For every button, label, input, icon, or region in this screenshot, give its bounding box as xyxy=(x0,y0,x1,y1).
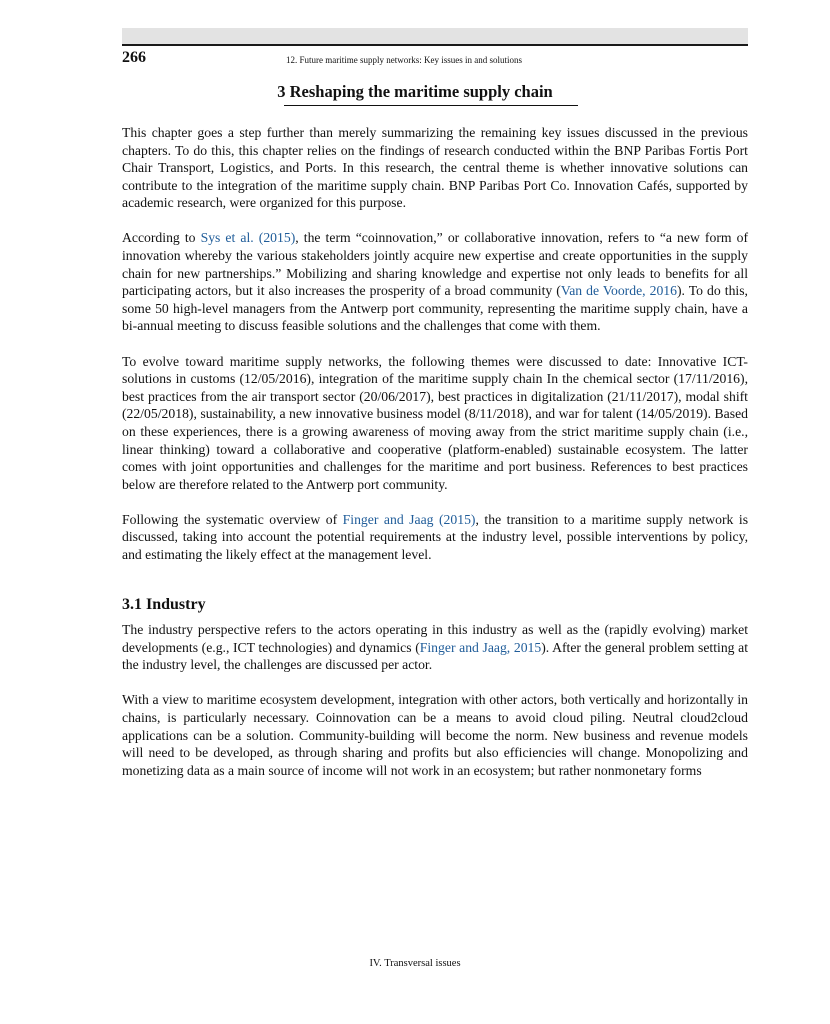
footer-part-label: IV. Transversal issues xyxy=(369,958,461,969)
section-title-underline xyxy=(284,105,578,106)
paragraph-4 xyxy=(122,511,748,564)
section-title: 3 Reshaping the maritime supply chain xyxy=(277,82,553,101)
paragraph-2-text-b: , the term “coinnovation,” or collaborative innovation, refers to “a new form of innovation whereby the various stakeholders jointly acquire new expertise and create opportunities in the supply chain for new partnerships.” Mobilizing and sharing knowledge and expertise not only leads to benefits for all participating actors, but it also increases the prosperity of a broad community ( xyxy=(122,230,749,299)
paragraph-4-text-b: , the transition to a maritime supply network is discussed, taking into account the potential requirements at the industry level, possible interventions by policy, and estimating the likely effect at the management level. xyxy=(122,511,749,562)
paragraph-5-text-a: The industry perspective refers to the actors operating in this industry as well as the (rapidly evolving) market developments (e.g., ICT technologies) and dynamics ( xyxy=(122,622,748,655)
paragraph-5-text-b: ). After the general problem setting at the industry level, the challenges are discussed per actor. xyxy=(122,639,748,673)
paragraph-5 xyxy=(122,621,748,674)
paragraph-2-text-c: ). To do this, some 50 high-level managers from the Antwerp port community, representing the maritime supply chain, have a bi-annual meeting to discuss feasible solutions and the challenges that come with them. xyxy=(122,283,748,334)
citation-link-finger-jaag-2015-b[interactable]: Finger and Jaag, 2015 xyxy=(419,639,542,655)
paragraph-2 xyxy=(122,229,748,335)
body-text xyxy=(122,124,748,797)
citation-link-sys-2015[interactable]: Sys et al. (2015) xyxy=(200,230,296,246)
citation-link-finger-jaag-2015[interactable]: Finger and Jaag (2015) xyxy=(342,511,476,527)
paragraph-3: To evolve toward maritime supply networks, the following themes were discussed to date: Innovative ICT-solutions in customs (12/05/2016), integration of the maritime supply chain In the chemical sector (17/11/2016), best practices from the air transport sector (20/06/2017), best practices in digitalization (21/11/2017), modal shift (22/05/2018), sustainability, a new innovative business model (8/11/2018), and war for talent (14/05/2019). Based on these experiences, there is a growing awareness of moving away from the strict maritime supply chain (i.e., linear thinking) toward a collaborative and cooperative (platform-enabled) sustainable ecosystem. The latter comes with joint opportunities and challenges for the maritime and port business. References to best practices below are therefore related to the Antwerp port community. xyxy=(122,353,748,492)
citation-link-van-de-voorde-2016[interactable]: Van de Voorde, 2016 xyxy=(560,283,677,299)
header-rule xyxy=(122,44,748,46)
paragraph-1: This chapter goes a step further than merely summarizing the remaining key issues discussed in the previous chapters. To do this, this chapter relies on the findings of research conducted within the BNP Paribas Fortis Port Chair Transport, Logistics, and Ports. In this research, the central theme is whether innovative solutions can contribute to the integration of the maritime supply chain. BNP Paribas Port Co. Innovation Cafés, supported by academic research, were organized for this purpose. xyxy=(122,125,748,211)
page-number: 266 xyxy=(122,49,146,66)
header-band xyxy=(122,28,748,44)
subsection-title: 3.1 Industry xyxy=(122,595,206,613)
paragraph-2-text-a: According to xyxy=(122,230,201,246)
running-head: 12. Future maritime supply networks: Key issues in and solutions xyxy=(286,55,522,65)
paragraph-4-text-a: Following the systematic overview of xyxy=(122,511,343,527)
paragraph-6: With a view to maritime ecosystem development, integration with other actors, both vertically and horizontally in chains, is particularly necessary. Coinnovation can be a means to avoid cloud piling. Neutral cloud2cloud applications can be a solution. Community-building will become the norm. New business and revenue models will need to be developed, as through sharing and profits but also efficiencies will change. Monopolizing and monetizing data as a main source of income will not work in an ecosystem; but rather nonmonetary forms xyxy=(122,692,748,778)
